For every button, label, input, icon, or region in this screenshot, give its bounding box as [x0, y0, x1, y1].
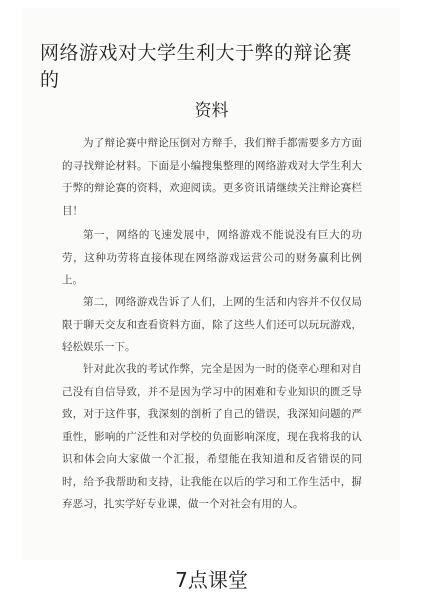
paragraph-first-point: 第一，网络的飞速发展中，网络游戏不能说没有巨大的功劳，这种功劳将直接体现在网络游戏运营公司的财务赢利比例上。	[62, 229, 362, 286]
paragraph-reflection: 针对此次我的考试作弊，完全是因为一时的侥幸心理和对自己没有自信导致，并不是因为学习中的困难和专业知识的匮乏导致，对于这件事，我深刻的剖析了自己的错误，我深知问题的严重性，影响的广泛性和对学校的负面影响深度，现在我将我的认识和体会向大家做一个汇报，希望能在我知道和反省错误的同时，给予我帮助和支持，让我能在以后的学习和工作生活中，摒弃恶习，扎实学好专业课，做一个对社会有用的人。	[62, 363, 362, 510]
site-watermark: 7点课堂	[175, 568, 248, 592]
paragraph-second-point: 第二，网络游戏告诉了人们，上网的生活和内容并不仅仅局限于聊天交友和查看资料方面，除了这些人们还可以玩玩游戏，轻松娱乐一下。	[62, 296, 362, 353]
paragraph-intro: 为了辩论赛中辩论压倒对方辩手，我们辩手都需要多方方面的寻找辩论材料。下面是小编搜集整理的网络游戏对大学生利大于弊的辩论赛的资料，欢迎阅读。更多资讯请继续关注辩论赛栏目！	[62, 137, 362, 217]
document-title: 网络游戏对大学生利大于弊的辩论赛的	[40, 42, 353, 91]
document-subtitle: 资料	[194, 101, 229, 121]
